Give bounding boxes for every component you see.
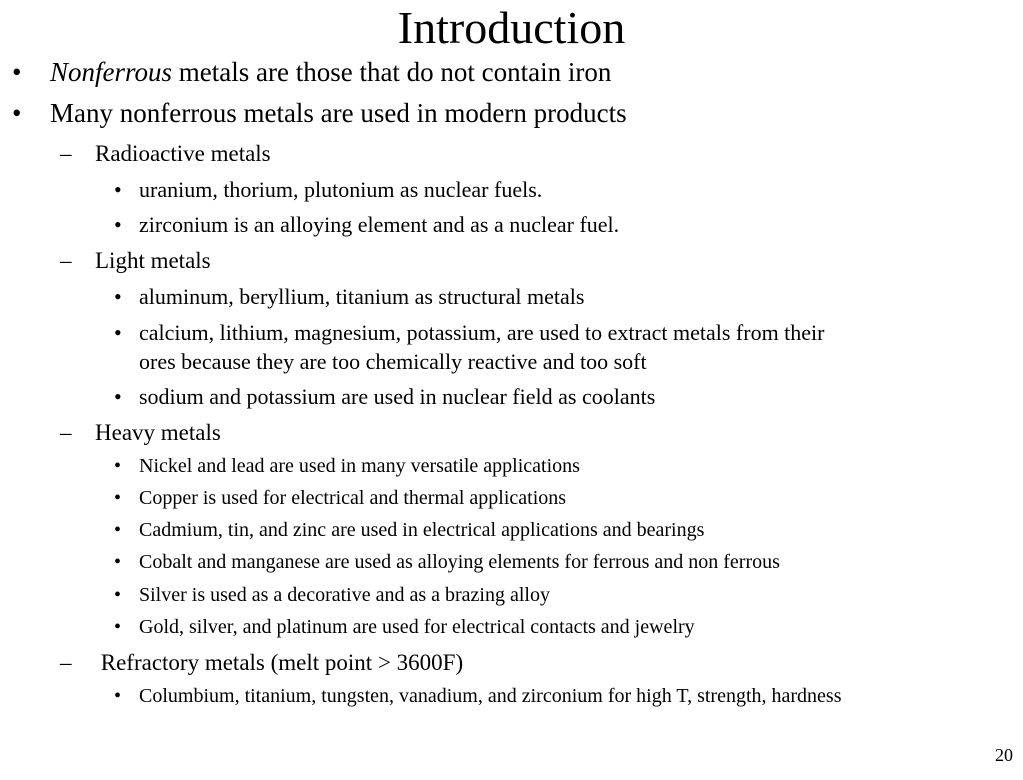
subheading-text: Radioactive metals	[95, 141, 271, 166]
list-item-text: Copper is used for electrical and thermal applications	[139, 487, 567, 509]
bullet-marker: •	[114, 320, 122, 345]
dash-marker: –	[60, 420, 72, 445]
list-item-text: calcium, lithium, magnesium, potassium, are used to extract metals from their	[139, 320, 825, 345]
list-item-text: aluminum, beryllium, titanium as structural metals	[139, 284, 585, 309]
list-item-text: Cadmium, tin, and zinc are used in electrical applications and bearings	[139, 519, 705, 541]
list-item-text: zirconium is an alloying element and as a nuclear fuel.	[139, 212, 620, 237]
emphasis-nonferrous: Nonferrous	[50, 57, 173, 87]
list-item-text: Gold, silver, and platinum are used for electrical contacts and jewelry	[139, 616, 695, 638]
list-item-text: Columbium, titanium, tungsten, vanadium, and zirconium for high T, strength, hardness	[139, 685, 842, 707]
list-item-text: sodium and potassium are used in nuclear field as coolants	[139, 384, 656, 409]
bullet-marker: •	[12, 57, 22, 87]
bullet-marker: •	[114, 455, 122, 477]
bullet-marker: •	[114, 177, 122, 202]
bullet-marker: •	[114, 551, 122, 573]
dash-marker: –	[60, 650, 72, 675]
dash-marker: –	[60, 141, 72, 166]
bullet-text: metals are those that do not contain iron	[172, 57, 612, 87]
dash-marker: –	[60, 248, 72, 273]
bullet-text: Many nonferrous metals are used in modern products	[50, 98, 627, 128]
bullet-marker: •	[114, 685, 122, 707]
list-item-text: ores because they are too chemically reactive and too soft	[139, 349, 647, 374]
list-item-text: Silver is used as a decorative and as a brazing alloy	[139, 584, 550, 606]
list-item-text: Nickel and lead are used in many versatile applications	[139, 455, 580, 477]
page-number: 20	[995, 745, 1013, 765]
bullet-marker: •	[114, 616, 122, 638]
subheading-text: Light metals	[95, 248, 211, 273]
subheading-text: Heavy metals	[95, 420, 221, 445]
list-item-text: Cobalt and manganese are used as alloying elements for ferrous and non ferrous	[139, 551, 780, 573]
bullet-marker: •	[12, 98, 22, 128]
list-item-text: uranium, thorium, plutonium as nuclear fuels.	[139, 177, 543, 202]
subheading-text: Refractory metals (melt point > 3600F)	[95, 650, 464, 675]
bullet-marker: •	[114, 384, 122, 409]
bullet-marker: •	[114, 584, 122, 606]
bullet-marker: •	[114, 212, 122, 237]
slide-title: Introduction	[397, 2, 626, 53]
bullet-marker: •	[114, 284, 122, 309]
bullet-marker: •	[114, 519, 122, 541]
bullet-marker: •	[114, 487, 122, 509]
